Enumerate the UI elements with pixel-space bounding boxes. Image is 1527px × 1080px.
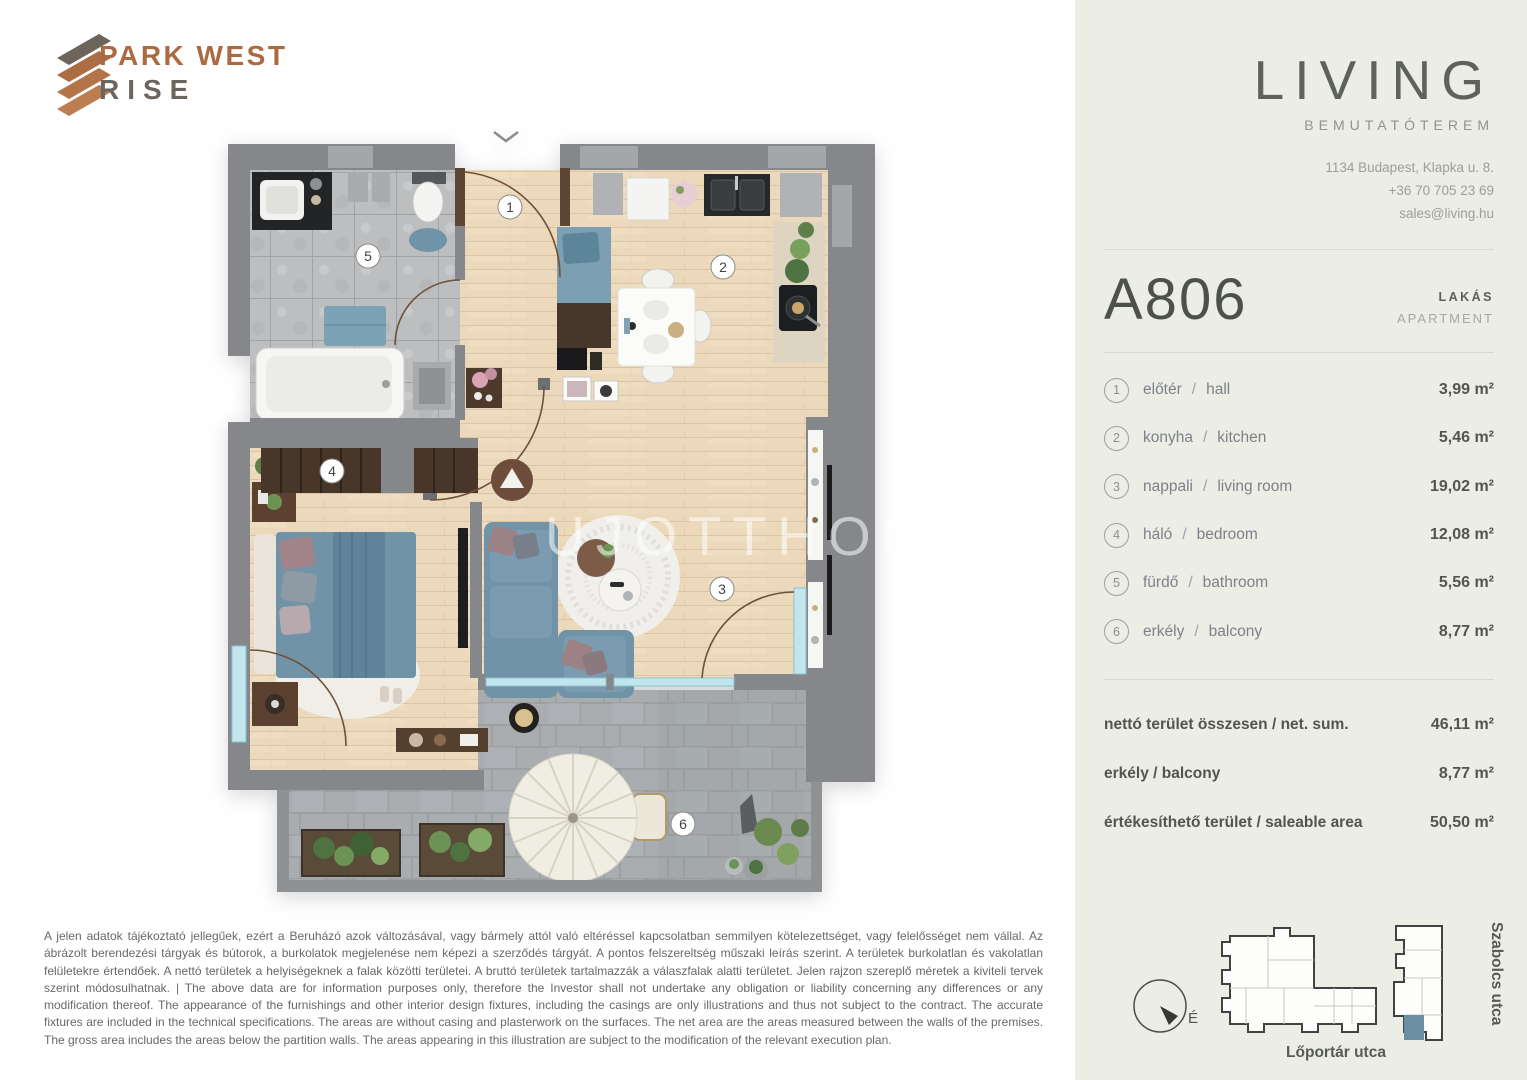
divider	[1104, 679, 1494, 680]
street-label-szabolcs: Szabolcs utca	[1488, 922, 1505, 1026]
showroom-subtitle: BEMUTATÓTEREM	[1304, 117, 1494, 133]
room-label-hu: előtér	[1143, 381, 1182, 399]
room-area: 12,08 m²	[1429, 526, 1494, 544]
showroom-email[interactable]: sales@living.hu	[1399, 206, 1494, 221]
separator: /	[1202, 429, 1208, 447]
brand-logo	[55, 30, 355, 130]
floor-plan	[228, 130, 876, 900]
plan-badge-4: 4	[328, 463, 336, 479]
showroom-logo: LIVING	[1253, 49, 1494, 111]
separator: /	[1194, 622, 1199, 640]
plan-badge-3: 3	[718, 581, 726, 597]
room-number-badge: 6	[1104, 619, 1129, 644]
compass-icon	[1130, 976, 1192, 1038]
room-area: 3,99 m²	[1438, 381, 1494, 399]
separator: /	[1203, 477, 1208, 495]
total-saleable	[1104, 798, 1494, 847]
compass-north-label: É	[1188, 1010, 1199, 1027]
room-row-bedroom	[1104, 511, 1494, 559]
divider	[1104, 352, 1494, 353]
room-number-badge: 3	[1104, 474, 1129, 499]
unit-type-hu: LAKÁS	[1438, 290, 1494, 304]
room-label-en: balcony	[1208, 622, 1263, 640]
room-row-living-room	[1104, 463, 1494, 511]
room-area: 19,02 m²	[1429, 477, 1494, 495]
room-number-badge: 5	[1104, 571, 1129, 596]
total-label: nettó terület összesen / net. sum.	[1104, 715, 1349, 733]
room-area: 5,46 m²	[1438, 429, 1494, 447]
total-value: 50,50 m²	[1429, 813, 1494, 831]
info-panel	[1075, 0, 1527, 1080]
room-area: 5,56 m²	[1438, 574, 1494, 592]
separator: /	[1182, 526, 1187, 544]
highlighted-unit[interactable]	[1404, 1015, 1424, 1040]
total-value: 8,77 m²	[1438, 764, 1494, 782]
watermark-dots-icon	[934, 515, 944, 557]
showroom-address: 1134 Budapest, Klapka u. 8.	[1325, 160, 1494, 175]
street-label-loportar: Lőportár utca	[1286, 1044, 1386, 1061]
brand-name: PARK WEST	[99, 40, 288, 71]
totals	[1104, 700, 1494, 847]
watermark-text-right: HU	[954, 505, 1056, 567]
room-label-hu: nappali	[1143, 477, 1193, 495]
room-label-en: bedroom	[1196, 526, 1258, 544]
room-label-en: bathroom	[1202, 574, 1269, 592]
separator: /	[1188, 574, 1193, 592]
divider	[1104, 249, 1494, 250]
total-net-sum	[1104, 700, 1494, 749]
room-number-badge: 2	[1104, 426, 1129, 451]
total-label: értékesíthető terület / saleable area	[1104, 813, 1363, 831]
room-number-badge: 1	[1104, 378, 1129, 403]
room-label-hu: fürdő	[1143, 574, 1179, 592]
total-label: erkély / balcony	[1104, 764, 1221, 782]
room-label-hu: konyha	[1143, 429, 1193, 447]
showroom-phone[interactable]: +36 70 705 23 69	[1388, 183, 1494, 198]
site-building-west	[1216, 924, 1378, 1048]
showroom-contact	[1325, 156, 1494, 225]
separator: /	[1191, 381, 1197, 399]
room-list	[1104, 366, 1494, 656]
unit-type-en: APARTMENT	[1397, 311, 1494, 326]
plan-badge-6: 6	[679, 816, 687, 832]
total-value: 46,11 m²	[1430, 715, 1494, 733]
room-row-kitchen	[1104, 414, 1494, 462]
total-balcony	[1104, 749, 1494, 798]
room-area: 8,77 m²	[1438, 622, 1494, 640]
room-label-en: living room	[1217, 477, 1293, 495]
site-building-east	[1386, 920, 1456, 1046]
brand-subname: RISE	[99, 74, 197, 105]
room-label-en: kitchen	[1217, 429, 1267, 447]
room-row-balcony	[1104, 607, 1494, 655]
plan-badge-1: 1	[506, 199, 514, 215]
watermark-text-left: UJOTTHON	[545, 505, 933, 567]
room-label-en: hall	[1206, 381, 1231, 399]
unit-code: A806	[1104, 267, 1248, 332]
disclaimer-text: A jelen adatok tájékoztató jellegűek, ezért a Beruházó azok változásával, vagy bármely attól való eltéréssel kapcsolatban semmilyen kötelezettséget, vagy felelősséget nem vállal. Az ábrázolt berendezési tárgyak és bútorok, a burkolatok megjelenése nem képezi a szerződés tárgyát. A pontos felszereltség műszaki leírás szerint. A területek burkolatlan és vakolatlan felületekre értendőek. A nettó területek a helyiségeknek a falak közötti területei. A bruttó területek tartalmazzák a válaszfalak alatti területet. Jelen rajzon szereplő méretek a kiviteli tervek szerint módosulhatnak. | The above data are for information purposes only, therefore the Investor shall not undertake any obligation or liability concerning any differences or any modification thereof. The appearance of the furnishings and other interior design fixtures, including the casings are only illustrations and thus not subject to the contract. The accurate fixtures are included in the technical specifications. The areas are without casing and plasterwork on the surfaces. The net area are the areas measured between the walls of the premises. The gross area includes the areas below the partition walls. The areas appearing in this illustration are subject to the modification of the relevant execution plan.	[44, 929, 1043, 1047]
room-label-hu: háló	[1143, 526, 1173, 544]
room-number-badge: 4	[1104, 523, 1129, 548]
room-row-bathroom	[1104, 559, 1494, 607]
room-row-hall	[1104, 366, 1494, 414]
plan-badge-5: 5	[364, 248, 372, 264]
plan-badge-2: 2	[719, 259, 727, 275]
room-label-hu: erkély	[1143, 622, 1185, 640]
